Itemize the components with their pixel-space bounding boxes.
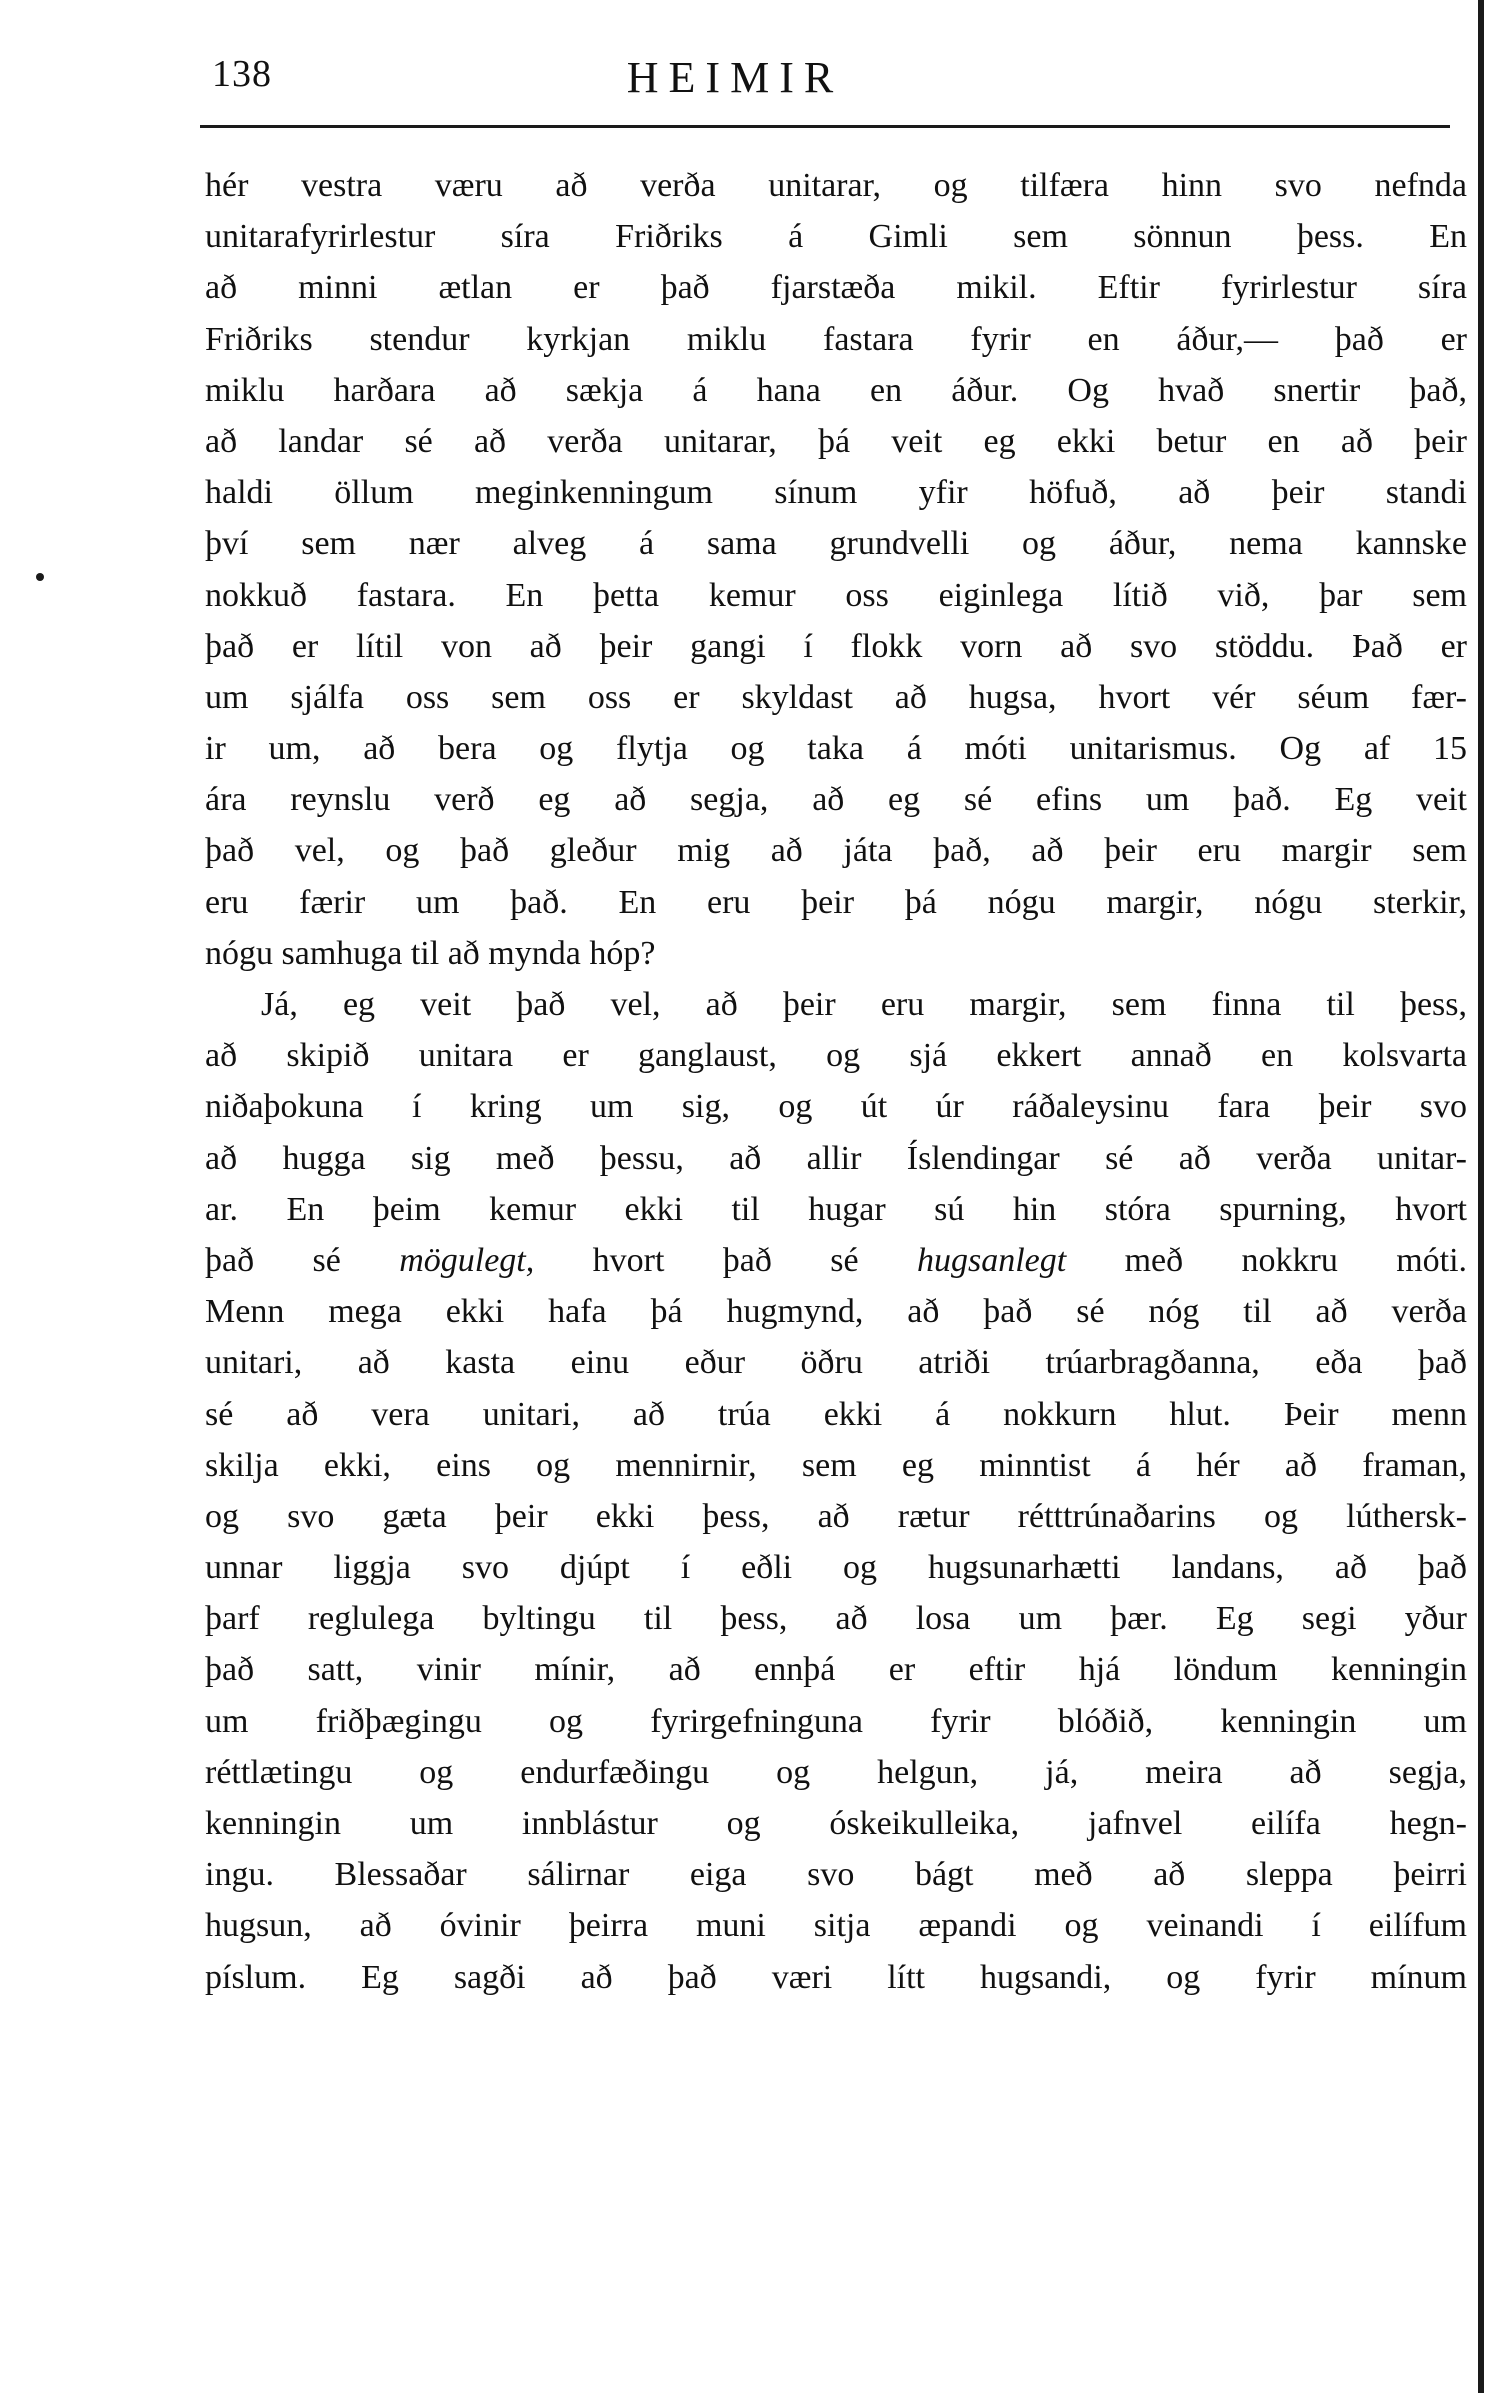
text-line: og svo gæta þeir ekki þess, að rætur rétttrúnaðarins og lúthersk- xyxy=(205,1497,1467,1535)
text-segment: hvort það sé xyxy=(592,1241,859,1279)
text-line: Menn mega ekki hafa þá hugmynd, að það sé nóg til að verða xyxy=(205,1293,1467,1331)
page-edge-line xyxy=(1478,0,1484,2393)
text-line: um sjálfa oss sem oss er skyldast að hugsa, hvort vér séum fær- xyxy=(205,678,1467,716)
text-line: ar. En þeim kemur ekki til hugar sú hin stóra spurning, hvort xyxy=(205,1190,1467,1228)
text-line: unitari, að kasta einu eður öðru atriði trúarbragðanna, eða það xyxy=(205,1344,1467,1382)
text-line: að skipið unitara er ganglaust, og sjá ekkert annað en kolsvarta xyxy=(205,1037,1467,1075)
text-line: kenningin um innblástur og óskeikulleika, jafnvel eilífa hegn- xyxy=(205,1805,1467,1842)
text-line: það satt, vinir mínir, að ennþá er eftir hjá löndum kenningin xyxy=(205,1651,1467,1689)
text-line: haldi öllum meginkenningum sínum yfir höfuð, að þeir standi xyxy=(205,474,1467,512)
text-line: skilja ekki, eins og mennirnir, sem eg minntist á hér að framan, xyxy=(205,1446,1467,1484)
text-line: að minni ætlan er það fjarstæða mikil. Eftir fyrirlestur síra xyxy=(205,269,1467,307)
paragraph-end-line: nógu samhuga til að mynda hóp? xyxy=(205,934,656,972)
text-line: sé að vera unitari, að trúa ekki á nokkurn hlut. Þeir menn xyxy=(205,1395,1467,1433)
text-line: niðaþokuna í kring um sig, og út úr ráðaleysinu fara þeir svo xyxy=(205,1088,1467,1126)
text-segment: með nokkru móti. xyxy=(1124,1241,1468,1279)
text-line: unitarafyrirlestur síra Friðriks á Gimli sem sönnun þess. En xyxy=(205,218,1467,256)
margin-speck xyxy=(36,573,44,581)
text-line: ir um, að bera og flytja og taka á móti unitarismus. Og af 15 xyxy=(205,730,1467,768)
italic-word: mögulegt, xyxy=(399,1241,535,1279)
text-line: nokkuð fastara. En þetta kemur oss eiginlega lítið við, þar sem xyxy=(205,576,1467,614)
text-line: því sem nær alveg á sama grundvelli og áður, nema kannske xyxy=(205,525,1467,563)
text-line: hugsun, að óvinir þeirra muni sitja æpandi og veinandi í eilífum xyxy=(205,1907,1467,1945)
text-segment: það sé xyxy=(205,1241,341,1279)
paragraph-start-line: Já, eg veit það vel, að þeir eru margir, sem finna til þess, xyxy=(261,986,1467,1023)
header-rule xyxy=(200,125,1450,128)
text-line: það vel, og það gleður mig að játa það, að þeir eru margir sem xyxy=(205,832,1467,870)
running-head: HEIMIR xyxy=(626,53,844,102)
text-line: ingu. Blessaðar sálirnar eiga svo bágt með að sleppa þeirri xyxy=(205,1856,1467,1894)
text-line: að hugga sig með þessu, að allir Íslendingar sé að verða unitar- xyxy=(205,1139,1467,1177)
text-line: þarf reglulega byltingu til þess, að losa um þær. Eg segi yður xyxy=(205,1600,1467,1638)
text-line: það er lítil von að þeir gangi í flokk vorn að svo stöddu. Það er xyxy=(205,627,1467,665)
text-line: eru færir um það. En eru þeir þá nógu margir, nógu sterkir, xyxy=(205,883,1467,921)
text-line: Friðriks stendur kyrkjan miklu fastara fyrir en áður,— það er xyxy=(205,320,1467,358)
italic-word: hugsanlegt xyxy=(916,1241,1067,1279)
body-text xyxy=(205,160,1467,2003)
text-line: réttlætingu og endurfæðingu og helgun, já, meira að segja, xyxy=(205,1753,1467,1791)
text-line: píslum. Eg sagði að það væri lítt hugsandi, og fyrir mínum xyxy=(205,1958,1467,1996)
text-line: um friðþægingu og fyrirgefninguna fyrir blóðið, kenningin um xyxy=(205,1702,1467,1740)
page-number: 138 xyxy=(212,53,272,95)
text-line: að landar sé að verða unitarar, þá veit eg ekki betur en að þeir xyxy=(205,422,1467,460)
text-line: ára reynslu verð eg að segja, að eg sé efins um það. Eg veit xyxy=(205,781,1467,819)
text-line: miklu harðara að sækja á hana en áður. Og hvað snertir það, xyxy=(205,371,1467,409)
text-line: unnar liggja svo djúpt í eðli og hugsunarhætti landans, að það xyxy=(205,1549,1467,1587)
text-line: hér vestra væru að verða unitarar, og tilfæra hinn svo nefnda xyxy=(205,167,1467,204)
text-line-with-italics xyxy=(205,1235,1467,1286)
